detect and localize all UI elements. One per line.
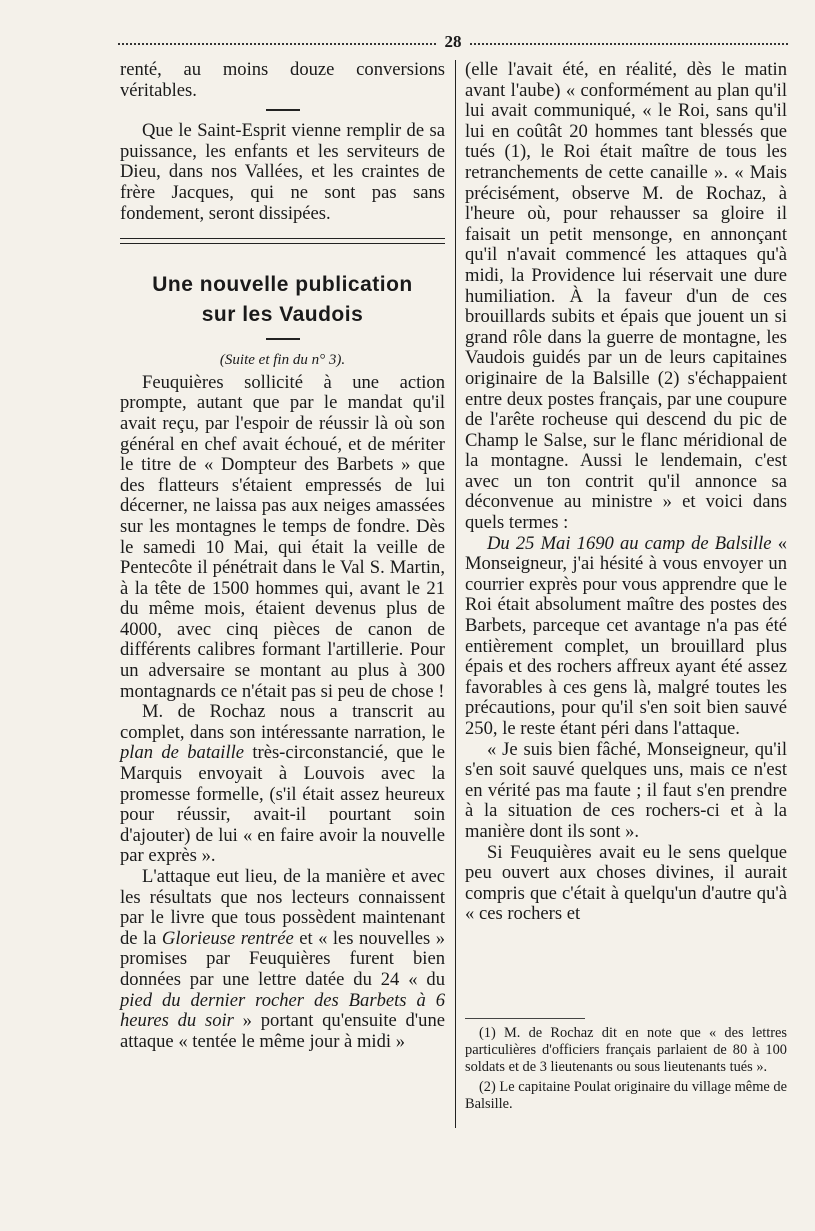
text-run: et « les nouvelles » promises par Feuquières furent bien données par une lettre datée du 24 « du bbox=[120, 927, 446, 990]
italic-phrase: plan de bataille bbox=[120, 742, 245, 764]
header-rule-right bbox=[470, 43, 788, 45]
italic-phrase: Glorieuse rentrée bbox=[161, 927, 294, 949]
footnote-1: (1) M. de Rochaz dit en note que « des lettres particulières d'officiers français parlaient de 80 à 100 soldats et de 3 lieutenants ou sous lieutenants tués ». bbox=[465, 1025, 787, 1075]
header-rule-left bbox=[118, 43, 436, 45]
section-title bbox=[120, 270, 445, 330]
paragraph-sens: Si Feuquières avait eu le sens quelque peu ouvert aux choses divines, il aurait compris que c'était à quelqu'un d'autre qu'à « ces rochers et bbox=[465, 841, 787, 925]
text-run: très-circonstancié, que le Marquis envoyait à Louvois avec la promesse formelle, (s'il était assez heureux pour réussir, avait-il pourtant soin d'ajouter) de lui « en faire avoir la nouvelle par exprès ». bbox=[120, 742, 445, 867]
paragraph-fache: « Je suis bien fâché, Monseigneur, qu'il s'en soit sauvé quelques uns, mais ce n'est en vérité pas ma faute ; il faut s'en prendre à la situation de ces rochers-ci et à la manière dont ils sont ». bbox=[465, 738, 787, 842]
right-column bbox=[465, 60, 787, 925]
continuation-note: (Suite et fin du n° 3). bbox=[219, 352, 346, 369]
page-header bbox=[118, 34, 788, 54]
paragraph-feuquieres: Feuquières sollicité à une action prompte, autant que par le mandat qu'il avait reçu, par l'espoir de réussir là où son général en chef avait échoué, et de mériter le titre de « Dompteur des Barbets » que des flatteurs s'étaient empressés de lui décerner, ne laissa pas aux neiges amassées sur les montagnes le temps de fondre. Dès le samedi 10 Mai, qui était la veille de Pentecôte il pénétrait dans le Val S. Martin, à la tête de 1500 hommes qui, avant le 21 du même mois, étaient devenus plus de 4000, avec cinq pièces de canon de différents calibres formant l'artillerie. Pour un adversaire se montant au plus à 300 montagnards ce n'était pas si peu de chose ! bbox=[120, 371, 445, 702]
text-run: » portant qu'ensuite d'une attaque « tentée le même jour à midi » bbox=[120, 1010, 445, 1052]
italic-phrase: pied du dernier rocher des Barbets à 6 heures du soir bbox=[120, 989, 445, 1032]
section-double-rule bbox=[120, 238, 445, 244]
section-title-line1: Une nouvelle publication bbox=[152, 273, 413, 297]
footnote-rule bbox=[465, 1018, 585, 1019]
footnotes bbox=[465, 1018, 787, 1116]
column-divider bbox=[455, 60, 456, 1128]
separator-dash bbox=[266, 109, 300, 111]
paragraph-rochaz bbox=[120, 702, 445, 867]
paragraph-letter bbox=[465, 534, 787, 740]
title-dash bbox=[266, 338, 300, 340]
paragraph-attaque bbox=[120, 867, 445, 1052]
opening-lines: renté, au moins douze conversions véritables. bbox=[120, 59, 445, 101]
page-number: 28 bbox=[444, 32, 462, 51]
text-run: « Monseigneur, j'ai hésité à vous envoyer un courrier exprès pour vous apprendre que le Roi était absolument maître des postes des Barbets, parceque cet avantage n'a pas été entièrement complet, un brouillard plus épais et des rochers affreux ayant été assez favorables à ces gens là, malgré toutes les précautions, pour qu'il s'en soit bien sauvé 250, le reste étant péri dans l'attaque. bbox=[465, 532, 787, 739]
paragraph-continuation: (elle l'avait été, en réalité, dès le matin avant l'aube) « conformément au plan qu'il lui avait communiqué, « le Roi, sans qu'il lui en coûtât 20 hommes tant blessés que tués (1), le Roi était maître de tous les retranchements de cette canaille ». « Mais précisément, observe M. de Rochaz, à l'heure où, pour rehausser sa gloire il faisait un petit mensonge, en annonçant qu'il n'avait commencé les attaques qu'à midi, la Providence lui réservait une dure humiliation. À la faveur d'un de ces brouillards subits et épais que jouent un si grand rôle dans la guerre de montagne, les Vaudois guidés par un de leurs capitaines originaire de la Balsille (2) s'échappaient entre deux postes français, par une coupure de l'arête rocheuse qui descend du pic de Champ le Salse, sur le flanc méridional de la montagne. Aussi le lendemain, c'est avec un ton contrit qu'il annonce sa déconvenue au ministre » et voici dans quels termes : bbox=[465, 59, 787, 534]
italic-dateline: Du 25 Mai 1690 au camp de Balsille bbox=[487, 532, 772, 554]
text-run: M. de Rochaz nous a transcrit au complet, dans son intéressante narration, le bbox=[120, 701, 445, 743]
closing-paragraph: Que le Saint-Esprit vienne remplir de sa puissance, les enfants et les serviteurs de Dieu, dans nos Vallées, et les craintes de frère Jacques, qui ne sont pas sans fondement, seront dissipées. bbox=[120, 120, 445, 224]
footnote-2: (2) Le capitaine Poulat originaire du village même de Balsille. bbox=[465, 1079, 787, 1112]
text-run: L'attaque eut lieu, de la manière et avec les résultats que nos lecteurs connaissent par le livre que tous possèdent maintenant de la bbox=[120, 866, 445, 949]
section-title-line2: sur les Vaudois bbox=[201, 303, 364, 327]
left-column bbox=[120, 60, 445, 1052]
